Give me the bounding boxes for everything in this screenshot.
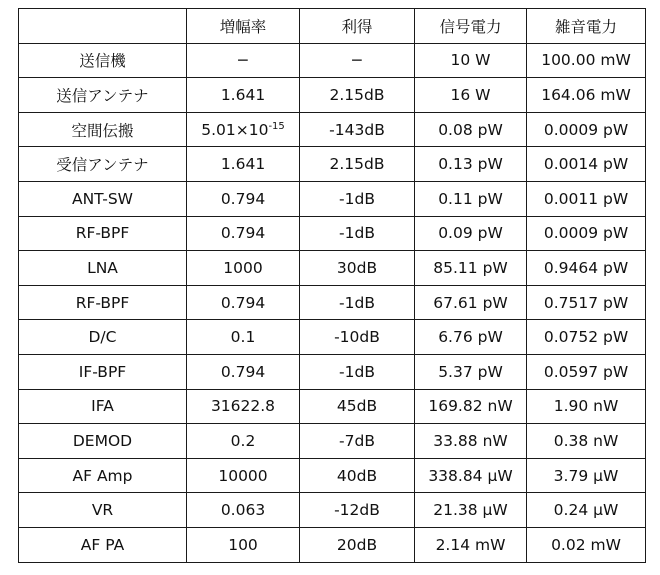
stage-name-cell: DEMOD bbox=[19, 424, 187, 459]
amplification-value: 10000 bbox=[218, 466, 268, 485]
table-row bbox=[19, 527, 646, 562]
table-row bbox=[19, 354, 646, 389]
gain-cell: -1dB bbox=[300, 354, 415, 389]
header-row bbox=[19, 9, 646, 44]
gain-cell: -7dB bbox=[300, 424, 415, 459]
gain-cell: 20dB bbox=[300, 527, 415, 562]
gain-cell: -1dB bbox=[300, 285, 415, 320]
stage-name-cell: RF-BPF bbox=[19, 285, 187, 320]
table-row bbox=[19, 78, 646, 113]
amplification-exponent: -15 bbox=[268, 120, 285, 132]
amplification-cell bbox=[187, 78, 300, 113]
amplification-value: 0.063 bbox=[220, 501, 266, 520]
noise-power-cell: 0.0009 pW bbox=[527, 112, 646, 147]
gain-cell: -143dB bbox=[300, 112, 415, 147]
gain-cell: − bbox=[300, 43, 415, 78]
amplification-value: 1.641 bbox=[220, 155, 266, 174]
amplification-value: 0.794 bbox=[220, 189, 266, 208]
signal-power-cell: 2.14 mW bbox=[415, 527, 527, 562]
table-body bbox=[19, 9, 646, 563]
stage-name-cell: 送信アンテナ bbox=[19, 78, 187, 113]
amplification-cell bbox=[187, 285, 300, 320]
signal-power-cell: 5.37 pW bbox=[415, 354, 527, 389]
header-cell-signal-power: 信号電力 bbox=[415, 9, 527, 44]
noise-power-cell: 3.79 μW bbox=[527, 458, 646, 493]
table-row bbox=[19, 251, 646, 286]
signal-power-cell: 0.08 pW bbox=[415, 112, 527, 147]
gain-cell: 2.15dB bbox=[300, 147, 415, 182]
header-cell-blank bbox=[19, 9, 187, 44]
table-row bbox=[19, 458, 646, 493]
amplification-value: 0.1 bbox=[230, 328, 256, 347]
stage-name-cell: ANT-SW bbox=[19, 181, 187, 216]
gain-cell: 40dB bbox=[300, 458, 415, 493]
amplification-value: 1.641 bbox=[220, 85, 266, 104]
table-row bbox=[19, 43, 646, 78]
amplification-cell bbox=[187, 251, 300, 286]
amplification-value: 1000 bbox=[223, 258, 263, 277]
stage-name-cell: LNA bbox=[19, 251, 187, 286]
noise-power-cell: 0.0011 pW bbox=[527, 181, 646, 216]
amplification-cell bbox=[187, 320, 300, 355]
table-row bbox=[19, 216, 646, 251]
noise-power-cell: 0.9464 pW bbox=[527, 251, 646, 286]
amplification-cell bbox=[187, 389, 300, 424]
noise-power-cell: 0.0752 pW bbox=[527, 320, 646, 355]
amplification-cell bbox=[187, 354, 300, 389]
amplification-value: 0.2 bbox=[230, 431, 256, 450]
amplification-value: 31622.8 bbox=[210, 397, 276, 416]
signal-power-cell: 0.11 pW bbox=[415, 181, 527, 216]
stage-name-cell: 送信機 bbox=[19, 43, 187, 78]
signal-power-cell: 67.61 pW bbox=[415, 285, 527, 320]
signal-power-cell: 85.11 pW bbox=[415, 251, 527, 286]
noise-power-cell: 0.0597 pW bbox=[527, 354, 646, 389]
signal-power-cell: 16 W bbox=[415, 78, 527, 113]
gain-cell: -1dB bbox=[300, 181, 415, 216]
gain-cell: 2.15dB bbox=[300, 78, 415, 113]
signal-power-cell: 338.84 μW bbox=[415, 458, 527, 493]
stage-name-cell: IFA bbox=[19, 389, 187, 424]
noise-power-cell: 0.38 nW bbox=[527, 424, 646, 459]
stage-name-cell: 受信アンテナ bbox=[19, 147, 187, 182]
header-cell-noise-power: 雑音電力 bbox=[527, 9, 646, 44]
stage-name-cell: RF-BPF bbox=[19, 216, 187, 251]
gain-cell: 30dB bbox=[300, 251, 415, 286]
amplification-cell bbox=[187, 43, 300, 78]
table-row bbox=[19, 389, 646, 424]
header-cell-amplification: 増幅率 bbox=[187, 9, 300, 44]
gain-cell: -12dB bbox=[300, 493, 415, 528]
amplification-value: − bbox=[236, 51, 250, 70]
table-row bbox=[19, 285, 646, 320]
amplification-value: 0.794 bbox=[220, 224, 266, 243]
table-row bbox=[19, 424, 646, 459]
table-row bbox=[19, 493, 646, 528]
table-row bbox=[19, 181, 646, 216]
table-row bbox=[19, 320, 646, 355]
gain-cell: 45dB bbox=[300, 389, 415, 424]
stage-name-cell: AF PA bbox=[19, 527, 187, 562]
noise-power-cell: 0.02 mW bbox=[527, 527, 646, 562]
signal-power-cell: 0.13 pW bbox=[415, 147, 527, 182]
amplification-cell bbox=[187, 216, 300, 251]
signal-power-cell: 6.76 pW bbox=[415, 320, 527, 355]
link-budget-table bbox=[18, 8, 646, 563]
noise-power-cell: 164.06 mW bbox=[527, 78, 646, 113]
table-row bbox=[19, 112, 646, 147]
noise-power-cell: 0.0014 pW bbox=[527, 147, 646, 182]
noise-power-cell: 0.24 μW bbox=[527, 493, 646, 528]
link-budget-table-container bbox=[18, 8, 646, 563]
amplification-cell bbox=[187, 147, 300, 182]
gain-cell: -10dB bbox=[300, 320, 415, 355]
stage-name-cell: AF Amp bbox=[19, 458, 187, 493]
amplification-value: 5.01×10 bbox=[201, 120, 269, 139]
noise-power-cell: 1.90 nW bbox=[527, 389, 646, 424]
header-cell-gain: 利得 bbox=[300, 9, 415, 44]
amplification-cell bbox=[187, 493, 300, 528]
amplification-value: 100 bbox=[228, 535, 258, 554]
stage-name-cell: VR bbox=[19, 493, 187, 528]
signal-power-cell: 169.82 nW bbox=[415, 389, 527, 424]
signal-power-cell: 33.88 nW bbox=[415, 424, 527, 459]
signal-power-cell: 10 W bbox=[415, 43, 527, 78]
amplification-cell bbox=[187, 424, 300, 459]
signal-power-cell: 21.38 μW bbox=[415, 493, 527, 528]
amplification-cell bbox=[187, 181, 300, 216]
amplification-value: 0.794 bbox=[220, 362, 266, 381]
amplification-value: 0.794 bbox=[220, 293, 266, 312]
amplification-cell bbox=[187, 527, 300, 562]
noise-power-cell: 0.7517 pW bbox=[527, 285, 646, 320]
table-row bbox=[19, 147, 646, 182]
amplification-cell bbox=[187, 458, 300, 493]
stage-name-cell: IF-BPF bbox=[19, 354, 187, 389]
amplification-cell bbox=[187, 112, 300, 147]
signal-power-cell: 0.09 pW bbox=[415, 216, 527, 251]
gain-cell: -1dB bbox=[300, 216, 415, 251]
stage-name-cell: 空間伝搬 bbox=[19, 112, 187, 147]
noise-power-cell: 0.0009 pW bbox=[527, 216, 646, 251]
stage-name-cell: D/C bbox=[19, 320, 187, 355]
noise-power-cell: 100.00 mW bbox=[527, 43, 646, 78]
